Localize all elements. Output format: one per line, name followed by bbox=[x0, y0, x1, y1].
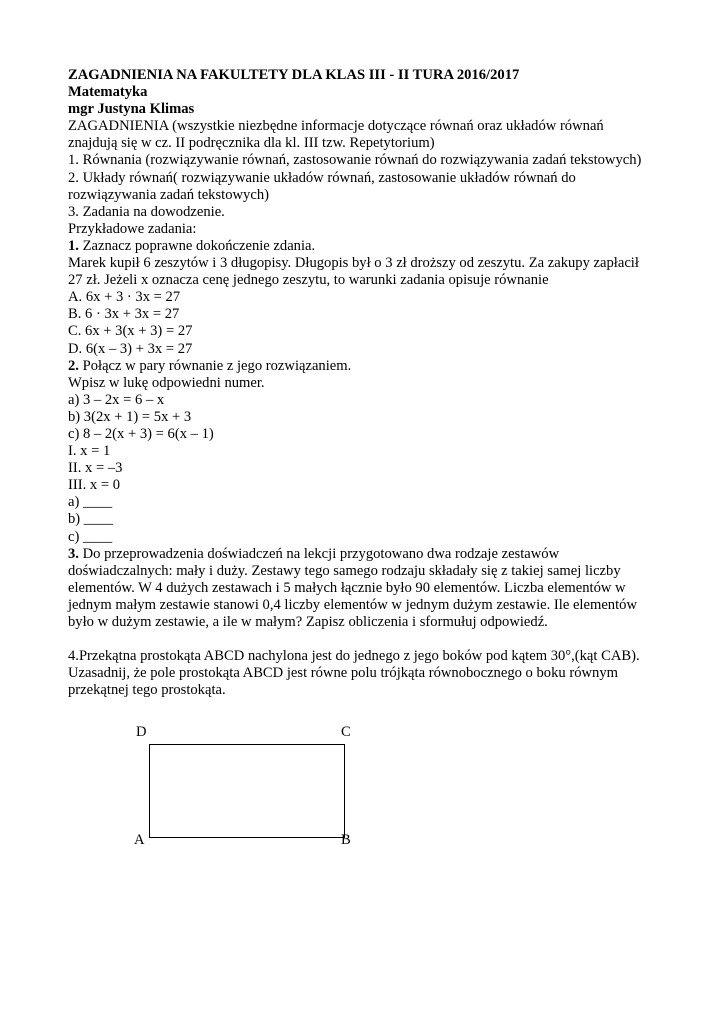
topic-1: 1. Równania (rozwiązywanie równań, zastosowanie równań do rozwiązywania zadań tekstowych) bbox=[68, 152, 642, 169]
task-2-answer-a: a) ____ bbox=[68, 494, 113, 511]
vertex-label-d: D bbox=[136, 724, 147, 740]
examples-label: Przykładowe zadania: bbox=[68, 220, 197, 237]
task-1-option-b: B. 6 · 3x + 3x = 27 bbox=[68, 306, 180, 323]
topic-2-line-2: rozwiązywania zadań tekstowych) bbox=[68, 186, 269, 203]
document-body bbox=[68, 67, 668, 699]
intro-line-2: znajdują się w cz. II podręcznika dla kl. III tzw. Repetytorium) bbox=[68, 135, 435, 152]
task-3-line-1 bbox=[68, 546, 668, 563]
task-3-text-1: Do przeprowadzenia doświadczeń na lekcji przygotowano dwa rodzaje zestawów bbox=[78, 545, 560, 562]
topic-2-line-1: 2. Układy równań( rozwiązywanie układów równań, zastosowanie układów równań do bbox=[68, 169, 576, 186]
task-3-line-4: jednym małym zestawie stanowi 0,4 liczby elementów w jednym dużym zestawie. Ile elementów bbox=[68, 596, 637, 613]
vertex-label-a: A bbox=[134, 832, 145, 848]
rectangle-abcd bbox=[149, 744, 345, 838]
task-3-line-5: było w dużym zestawie, a ile w małym? Zapisz obliczenia i sformułuj odpowiedź. bbox=[68, 614, 548, 630]
task-2-equation-c: c) 8 – 2(x + 3) = 6(x – 1) bbox=[68, 425, 214, 442]
vertex-label-c: C bbox=[341, 724, 351, 740]
task-2-equation-a: a) 3 – 2x = 6 – x bbox=[68, 391, 165, 408]
task-2-solution-iii: III. x = 0 bbox=[68, 477, 120, 494]
task-2-heading bbox=[68, 358, 668, 375]
task-3-line-3: elementów. W 4 dużych zestawach i 5 małych łącznie było 90 elementów. Liczba elementów w bbox=[68, 579, 626, 596]
task-2-number: 2. bbox=[68, 357, 79, 374]
topic-3: 3. Zadania na dowodzenie. bbox=[68, 203, 225, 220]
task-1-text-line-2: 27 zł. Jeżeli x oznacza cenę jednego zeszytu, to warunki zadania opisuje równanie bbox=[68, 272, 549, 289]
task-2-instruction: Połącz w pary równanie z jego rozwiązaniem. bbox=[78, 357, 352, 374]
vertex-label-b: B bbox=[341, 832, 351, 848]
document-title: ZAGADNIENIA NA FAKULTETY DLA KLAS III - II TURA 2016/2017 bbox=[68, 67, 520, 83]
task-1-heading bbox=[68, 238, 668, 255]
task-2-solution-ii: II. x = –3 bbox=[68, 460, 123, 477]
task-2-solution-i: I. x = 1 bbox=[68, 443, 111, 460]
task-1-option-c: C. 6x + 3(x + 3) = 27 bbox=[68, 323, 193, 340]
task-2-equation-b: b) 3(2x + 1) = 5x + 3 bbox=[68, 408, 192, 425]
task-4-line-3: przekątnej tego prostokąta. bbox=[68, 682, 226, 699]
task-1-text-line-1: Marek kupił 6 zeszytów i 3 długopisy. Długopis był o 3 zł droższy od zeszytu. Za zakupy zapłacił bbox=[68, 255, 639, 272]
paragraph-spacer bbox=[68, 631, 668, 648]
task-3-number: 3. bbox=[68, 545, 79, 562]
intro-line-1: ZAGADNIENIA (wszystkie niezbędne informacje dotyczące równań oraz układów równań bbox=[68, 118, 604, 135]
task-3-line-2: doświadczalnych: mały i duży. Zestawy tego samego rodzaju składały się z takiej samej liczby bbox=[68, 562, 621, 579]
task-1-option-a: A. 6x + 3 · 3x = 27 bbox=[68, 289, 181, 306]
subject-name: Matematyka bbox=[68, 84, 148, 101]
task-2-subinstruction: Wpisz w lukę odpowiedni numer. bbox=[68, 374, 265, 391]
task-1-option-d: D. 6(x – 3) + 3x = 27 bbox=[68, 340, 193, 357]
teacher-name: mgr Justyna Klimas bbox=[68, 101, 195, 118]
rectangle-abcd-figure bbox=[132, 724, 362, 854]
task-2-answer-c: c) ____ bbox=[68, 528, 113, 545]
task-1-instruction: Zaznacz poprawne dokończenie zdania. bbox=[78, 237, 316, 254]
task-1-number: 1. bbox=[68, 237, 79, 254]
task-4-line-2: Uzasadnij, że pole prostokąta ABCD jest równe polu trójkąta równobocznego o boku równym bbox=[68, 665, 618, 682]
task-4-line-1: 4.Przekątna prostokąta ABCD nachylona jest do jednego z jego boków pod kątem 30°,(kąt CAB). bbox=[68, 648, 640, 665]
task-2-answer-b: b) ____ bbox=[68, 511, 113, 528]
